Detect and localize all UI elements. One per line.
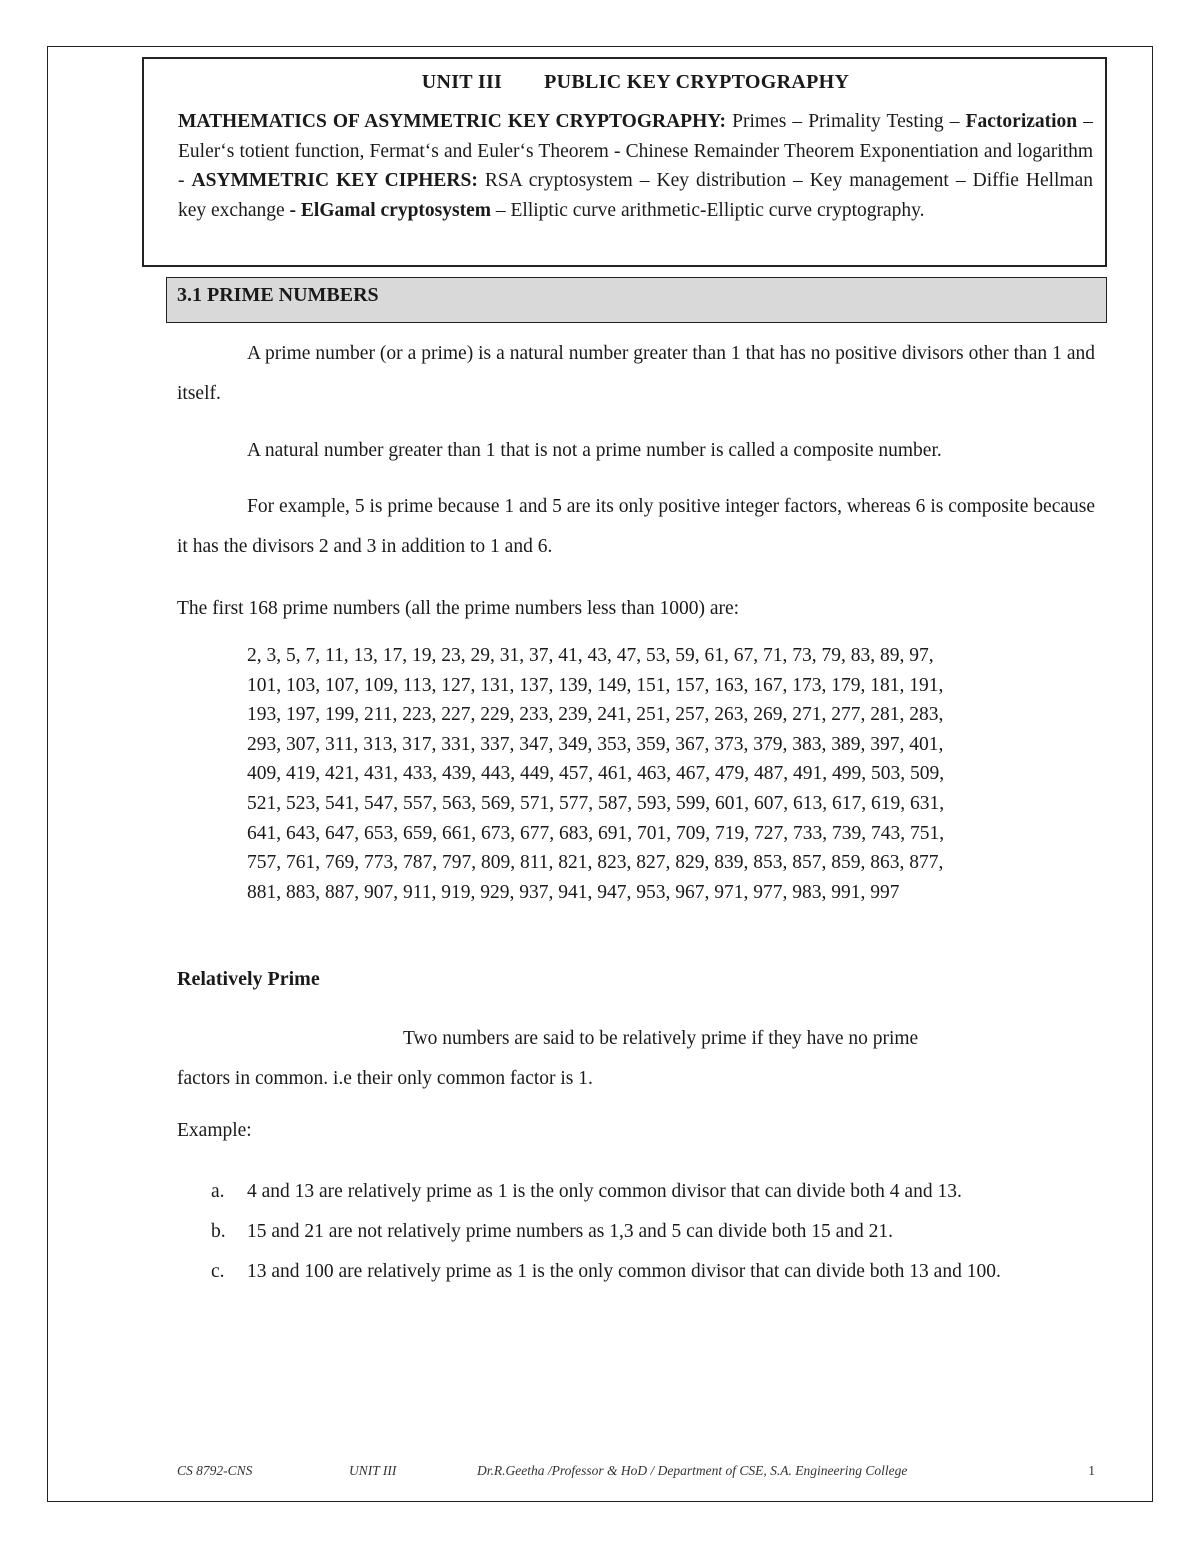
composite-definition: A natural number greater than 1 that is not a prime number is called a composite number. (247, 440, 942, 461)
section-heading: 3.1 PRIME NUMBERS (166, 277, 1107, 323)
page-number: 1 (1088, 1463, 1095, 1478)
list-marker: c. (211, 1261, 225, 1282)
example-list (211, 1172, 1091, 1292)
list-marker: a. (211, 1181, 225, 1202)
primes-line: 409, 419, 421, 431, 433, 439, 443, 449, 457, 461, 463, 467, 479, 487, 491, 499, 503, 509, (247, 763, 945, 785)
rp-line-1: Two numbers are said to be relatively prime if they have no prime (403, 1028, 919, 1049)
primes-line: 101, 103, 107, 109, 113, 127, 131, 137, 139, 149, 151, 157, 163, 167, 173, 179, 181, 191, (247, 674, 944, 696)
unit-topics (178, 107, 1093, 225)
list-item-text: 15 and 21 are not relatively prime numbers as 1,3 and 5 can divide both 15 and 21. (247, 1221, 894, 1242)
unit-name: PUBLIC KEY CRYPTOGRAPHY (544, 71, 850, 93)
unit-summary-box (142, 57, 1107, 267)
prime-definition: A prime number (or a prime) is a natural number greater than 1 that has no positive divisors other than 1 and itself. (177, 343, 1095, 404)
topic-text: RSA cryptosystem – Key distribution – Key management – Diffie Hellman key exchange (178, 170, 1094, 221)
footer-author: Dr.R.Geetha /Professor & HoD / Department of CSE, S.A. Engineering College (477, 1463, 908, 1478)
primes-line: 757, 761, 769, 773, 787, 797, 809, 811, 821, 823, 827, 829, 839, 853, 857, 859, 863, 877, (247, 852, 944, 874)
footer-course: CS 8792-CNS (177, 1463, 253, 1478)
prime-example: For example, 5 is prime because 1 and 5 are its only positive integer factors, whereas 6 is composite because it has the divisors 2 and 3 in addition to 1 and 6. (177, 496, 1095, 557)
list-item (211, 1212, 1091, 1252)
rp-line-2: factors in common. i.e their only common factor is 1. (177, 1068, 593, 1089)
relatively-prime-definition (177, 1019, 1095, 1099)
primes-line: 193, 197, 199, 211, 223, 227, 229, 233, 239, 241, 251, 257, 263, 269, 271, 277, 281, 283, (247, 704, 944, 726)
unit-number: UNIT III (421, 71, 503, 93)
topic-text: – Elliptic curve arithmetic-Elliptic curve cryptography. (491, 199, 925, 221)
relatively-prime-heading: Relatively Prime (177, 968, 320, 990)
topic-text: Primes – Primality Testing – (726, 111, 966, 132)
topic-factorization: Factorization (965, 111, 1078, 132)
list-item (211, 1172, 1091, 1212)
primes-line: 641, 643, 647, 653, 659, 661, 673, 677, 683, 691, 701, 709, 719, 727, 733, 739, 743, 751, (247, 822, 945, 844)
primes-list (247, 641, 1097, 907)
primes-line: 521, 523, 541, 547, 557, 563, 569, 571, 577, 587, 593, 599, 601, 607, 613, 617, 619, 631, (247, 792, 945, 814)
primes-line: 293, 307, 311, 313, 317, 331, 337, 347, 349, 353, 359, 367, 373, 379, 383, 389, 397, 401, (247, 733, 944, 755)
primes-line: 2, 3, 5, 7, 11, 13, 17, 19, 23, 29, 31, 37, 41, 43, 47, 53, 59, 61, 67, 71, 73, 79, 83, 89, 97, (247, 645, 934, 666)
topic-heading-math: MATHEMATICS OF ASYMMETRIC KEY CRYPTOGRAPHY: (178, 111, 727, 132)
topic-text: – Euler‘s totient function, Fermat‘s and Euler‘s Theorem - Chinese Remainder Theorem Exponentiation and logarithm - (178, 111, 1093, 191)
list-item (211, 1252, 1091, 1292)
unit-title (178, 71, 1093, 94)
topic-heading-ciphers: ASYMMETRIC KEY CIPHERS: (191, 170, 478, 191)
primes-line: 881, 883, 887, 907, 911, 919, 929, 937, 941, 947, 953, 967, 971, 977, 983, 991, 997 (247, 881, 900, 903)
list-item-text: 13 and 100 are relatively prime as 1 is the only common divisor that can divide both 13 and 100. (247, 1261, 1001, 1282)
primes-intro: The first 168 prime numbers (all the prime numbers less than 1000) are: (177, 598, 740, 619)
list-item-text: 4 and 13 are relatively prime as 1 is the only common divisor that can divide both 4 and 13. (247, 1181, 962, 1202)
list-marker: b. (211, 1221, 226, 1242)
footer-unit: UNIT III (349, 1463, 397, 1478)
topic-elgamal: - ElGamal cryptosystem (289, 199, 491, 221)
example-label: Example: (177, 1120, 252, 1141)
